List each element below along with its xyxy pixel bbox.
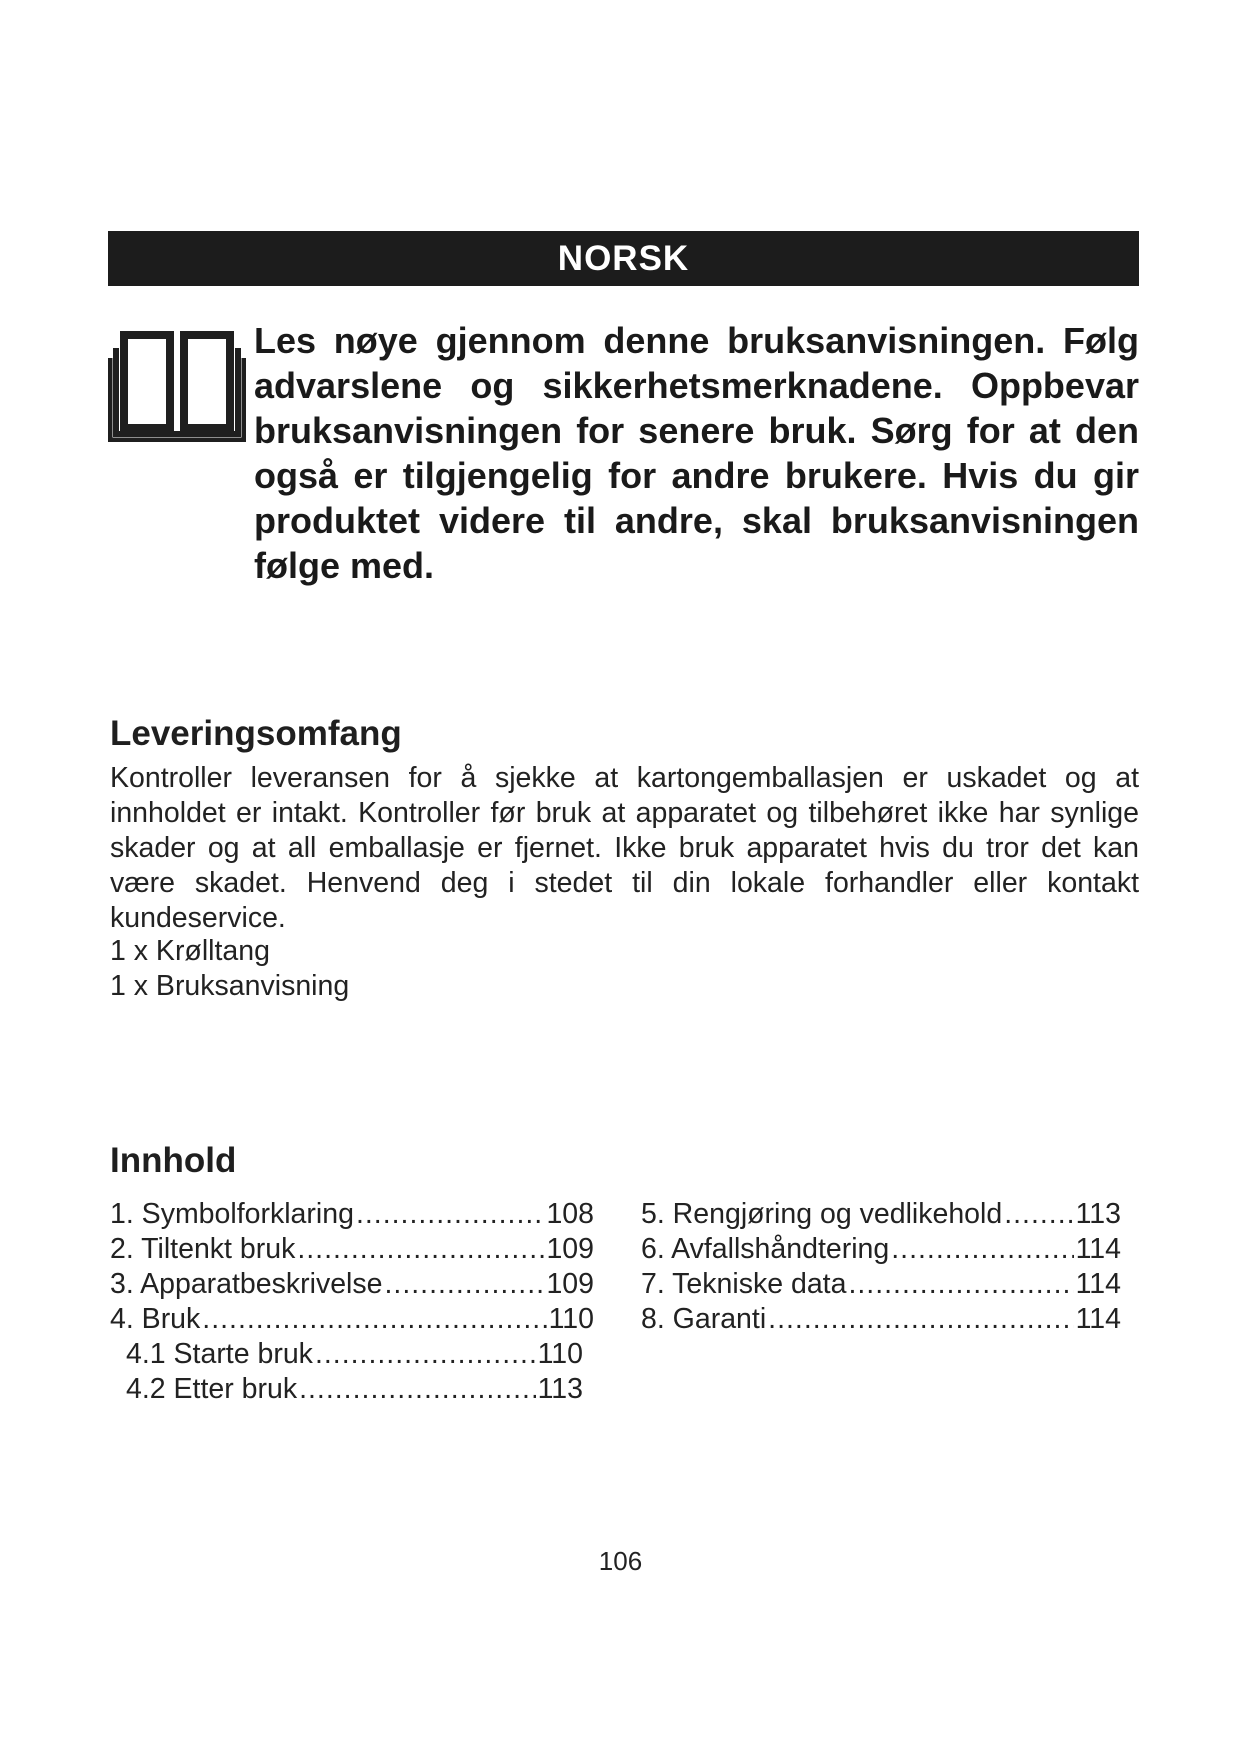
manual-notice: Les nøye gjennom denne bruksanvisningen. Følg advarslene og sikkerhetsmerknadene. Oppbevar bruksanvisningen for senere bruk. Sørg for at den også er tilgjengelig for andre brukere. Hvis du gir produktet videre til andre, skal bruksanvisningen følge med. (254, 320, 1139, 586)
toc-subentry[interactable] (110, 1372, 583, 1407)
toc-entry[interactable] (641, 1232, 1121, 1267)
toc-leader (1004, 1197, 1073, 1232)
toc-label: 1. Symbolforklaring (110, 1198, 354, 1230)
toc-entry[interactable] (110, 1232, 594, 1267)
toc-label: 4.2 Etter bruk (126, 1373, 298, 1405)
toc-right-column (641, 1197, 1121, 1337)
toc-label: 8. Garanti (641, 1303, 767, 1335)
toc-label: 2. Tiltenkt bruk (110, 1233, 296, 1265)
toc-leader (385, 1267, 545, 1302)
toc-page: 109 (546, 1268, 594, 1300)
toc-entry[interactable] (641, 1267, 1121, 1302)
toc-page: 110 (548, 1303, 594, 1335)
delivery-text: Kontroller leveransen for å sjekke at kartongemballasjen er uskadet og at innholdet er intakt. Kontroller før bruk at apparatet og tilbehøret ikke har synlige skader og at all emballasje er fjernet. Ikke bruk apparatet hvis du tror det kan være skadet. Henvend deg i stedet til din lokale forhandler eller kontakt kundeservice. (110, 762, 1139, 934)
list-item: 1 x Krølltang (110, 935, 270, 967)
page-number: 106 (598, 1546, 643, 1576)
toc-leader (848, 1267, 1073, 1302)
toc-leader (356, 1197, 545, 1232)
toc-label: 5. Rengjøring og vedlikehold (641, 1198, 1003, 1230)
toc-page: 114 (1075, 1233, 1121, 1265)
toc-entry[interactable] (110, 1197, 594, 1232)
toc-subentry[interactable] (110, 1337, 583, 1372)
toc-entry[interactable] (641, 1302, 1121, 1337)
language-title: NORSK (557, 238, 690, 278)
language-header-bar (108, 231, 1139, 286)
delivery-heading: Leveringsomfang (110, 714, 402, 753)
toc-left-column (110, 1197, 594, 1407)
toc-page: 109 (546, 1233, 594, 1265)
toc-label: 6. Avfallshåndtering (641, 1233, 890, 1265)
list-item: 1 x Bruksanvisning (110, 970, 350, 1002)
toc-leader (315, 1337, 536, 1372)
toc-page: 114 (1075, 1303, 1121, 1335)
toc-leader (299, 1372, 535, 1407)
toc-leader (768, 1302, 1073, 1337)
delivery-items (110, 934, 349, 1004)
contents-heading: Innhold (110, 1141, 237, 1180)
toc-leader (297, 1232, 544, 1267)
toc-label: 7. Tekniske data (641, 1268, 847, 1300)
toc-entry[interactable] (110, 1267, 594, 1302)
toc-page: 113 (1075, 1198, 1121, 1230)
toc-entry[interactable] (641, 1197, 1121, 1232)
toc-label: 4. Bruk (110, 1303, 201, 1335)
toc-page: 114 (1075, 1268, 1121, 1300)
toc-leader (891, 1232, 1073, 1267)
toc-page: 113 (537, 1373, 583, 1405)
toc-page: 108 (546, 1198, 594, 1230)
toc-label: 3. Apparatbeskrivelse (110, 1268, 383, 1300)
toc-label: 4.1 Starte bruk (126, 1338, 313, 1370)
toc-page: 110 (537, 1338, 583, 1370)
toc-leader (202, 1302, 546, 1337)
toc-entry[interactable] (110, 1302, 594, 1337)
open-book-icon (108, 318, 246, 442)
